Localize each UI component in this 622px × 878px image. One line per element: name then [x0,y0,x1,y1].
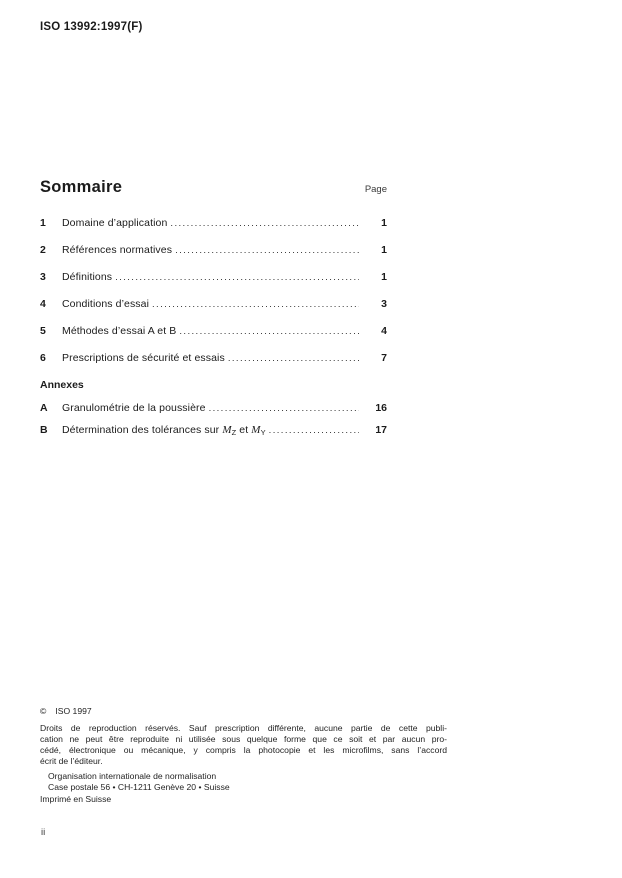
toc-entry-page: 17 [375,424,387,436]
toc-entry-page: 7 [381,352,387,364]
annexes-heading: Annexes [40,379,84,391]
page-column-label: Page [364,184,387,195]
toc-entry-label: Références normatives [62,244,173,256]
toc-entry-number: 3 [40,271,46,283]
toc-entry [40,298,387,311]
toc-annex-entry [40,402,387,415]
toc-entry [40,217,387,230]
doc-reference: ISO 13992:1997(F) [40,21,143,33]
folio-page-number: ii [41,827,46,838]
toc-dot-leader [175,244,359,257]
toc-entry-label: Prescriptions de sécurité et essais [62,352,225,364]
toc-entry-page: 1 [381,271,387,283]
toc-entry-label: Détermination des tolérances sur MZ et MY [62,424,266,437]
imprint-footer [40,706,447,805]
toc-entry [40,352,387,365]
toc-dot-leader [209,402,359,415]
toc-entry-number: 1 [40,217,46,229]
math-variable-my: MY [251,424,266,437]
toc-entry-label: Granulométrie de la poussière [62,402,206,414]
toc-entry-page: 1 [381,217,387,229]
printed-in: Imprimé en Suisse [40,794,112,804]
toc-entry-label: Définitions [62,271,113,283]
toc-dot-leader [115,271,359,284]
copyright-line [40,706,447,717]
toc-dot-leader [179,325,359,338]
toc-entry-page: 16 [375,402,387,414]
rights-line: écrit de l’éditeur. [40,756,103,766]
toc-entry-page: 1 [381,244,387,256]
toc-entry [40,271,387,284]
rights-line: Droits de reproduction réservés. Sauf prescription différente, aucune partie de cette publi- [40,723,447,733]
publisher-postal: Case postale 56 • CH-1211 Genève 20 • Suisse [48,781,230,792]
toc-entry-number: B [40,424,48,436]
toc-entry-label: Conditions d’essai [62,298,150,310]
table-of-contents [40,178,387,448]
copyright-text: ISO 1997 [55,706,92,716]
publisher-name: Organisation internationale de normalisation [48,771,217,781]
rights-line: cation ne peut être reproduite ni utilisée sous quelque forme que ce soit et par aucun pro- [40,734,447,744]
toc-dot-leader [269,424,359,437]
toc-entry-number: 5 [40,325,46,337]
toc-dot-leader [170,217,359,230]
toc-entry-number: A [40,402,48,414]
rights-statement [40,723,447,767]
toc-annex-entry [40,424,387,439]
toc-entry-label: Méthodes d’essai A et B [62,325,177,337]
toc-entry-page: 4 [381,325,387,337]
toc-dot-leader [152,298,359,311]
toc-entry-number: 2 [40,244,46,256]
toc-entry [40,244,387,257]
rights-line: cédé, électronique ou mécanique, y compris la photocopie et les microfilms, sans l’accord [40,745,447,755]
toc-titlebar [40,178,387,197]
toc-entry-page: 3 [381,298,387,310]
toc-entry [40,325,387,338]
math-variable-mz: MZ [222,424,237,437]
toc-entry-number: 4 [40,298,46,310]
copyright-symbol: © [40,706,47,716]
publisher-address [48,771,447,792]
page-title: Sommaire [40,178,123,196]
toc-entry-number: 6 [40,352,46,364]
toc-entry-label: Domaine d’application [62,217,168,229]
toc-dot-leader [228,352,359,365]
